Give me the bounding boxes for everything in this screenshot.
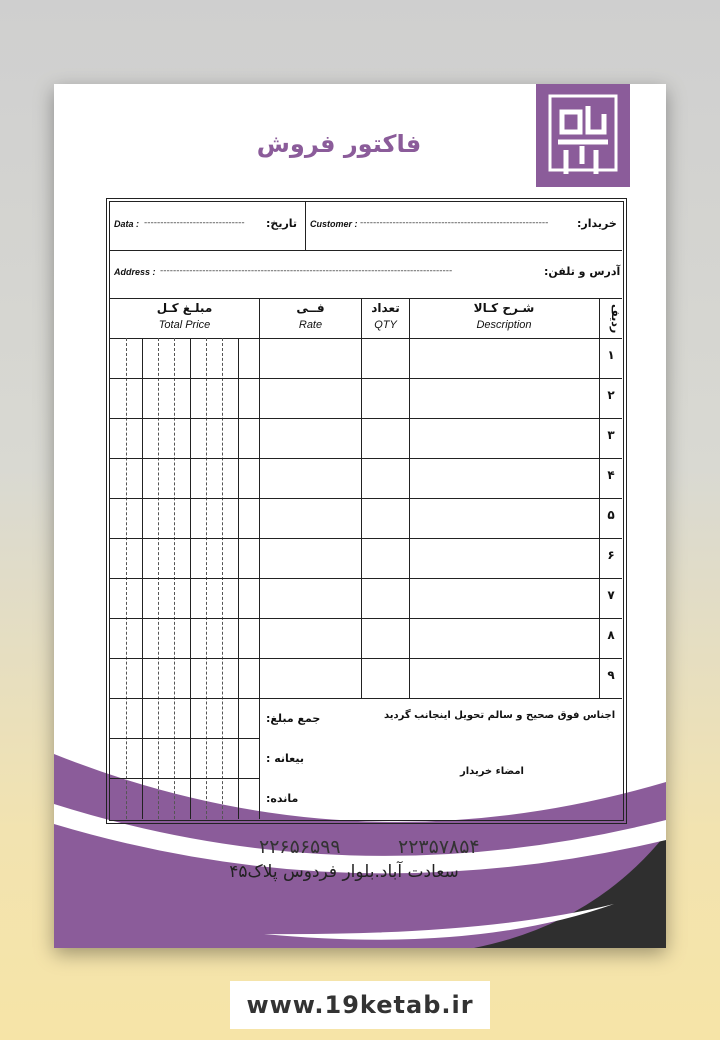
logo [536,84,630,187]
remaining-label: مانده: [266,792,299,805]
buyer-signature-label: امضاء خریدار [460,766,524,777]
row-number: ۹ [607,668,615,682]
table-row[interactable] [109,418,622,419]
column-header-rate: فــی [296,301,325,315]
row-number: ۷ [607,588,615,602]
row-number: ۸ [607,628,615,642]
row-number: ۶ [607,548,615,562]
table-row[interactable] [109,378,622,379]
date-label-en: Data : [114,219,140,229]
column-header-description-en: Description [476,319,532,331]
table-row[interactable] [109,618,622,619]
buyer-label: خریدار: [577,217,617,230]
invoice-sheet [54,84,666,948]
column-header-row: ردیف [609,304,622,334]
invoice-title: فاکتور فروش [256,130,422,158]
column-header-rate-en: Rate [298,319,323,331]
header-divider-1 [109,250,622,251]
column-header-total-en: Total Price [158,319,211,331]
form-inner-border [109,201,624,821]
table-row[interactable] [109,458,622,459]
header-divider-vertical [305,201,306,250]
column-header-qty-en: QTY [374,319,397,331]
company-address: سعادت آباد.بلوار فردوس پلاک۴۵ [229,862,459,882]
address-fill-line[interactable]: ------------------------------------------------------------------------------------------ [160,266,453,276]
deposit-label: بیعانه : [266,752,304,765]
header-divider-2 [109,298,622,299]
table-footer-divider [109,698,622,699]
total-row-line [109,778,259,779]
phone-number: ۲۲۳۵۷۸۵۴ [398,836,480,858]
website-watermark: www.19ketab.ir [230,981,490,1029]
customer-label: Customer : [310,219,358,229]
address-label: آدرس و تلفن: [544,265,621,278]
column-header-qty: تعداد [371,301,400,315]
row-number: ۵ [607,508,615,522]
table-row[interactable] [109,658,622,659]
address-label-en: Address : [114,267,156,277]
logo-mark [536,84,630,187]
table-header-divider [109,338,622,339]
row-number: ۳ [607,428,615,442]
column-header-description: شـرح کـالا [473,301,535,315]
row-number: ۲ [607,388,615,402]
table-row[interactable] [109,498,622,499]
column-header-total: مبلـغ کـل [156,301,213,315]
phone-number: ۲۲۶۵۶۵۹۹ [259,836,341,858]
table-row[interactable] [109,538,622,539]
buyer-fill-line[interactable]: ---------------------------------------------------------- [360,218,549,228]
row-number: ۱ [607,348,615,362]
column-line-rate [259,298,260,819]
sum-label: جمع مبلغ: [266,712,321,725]
total-row-line [109,738,259,739]
date-fill-line[interactable]: ------------------------------- [144,218,245,228]
date-label: تاریخ: [266,217,298,230]
goods-received-note: اجناس فوق صحیح و سالم تحویل اینجانب گردید [384,710,616,721]
row-number: ۴ [607,468,615,482]
table-row[interactable] [109,578,622,579]
